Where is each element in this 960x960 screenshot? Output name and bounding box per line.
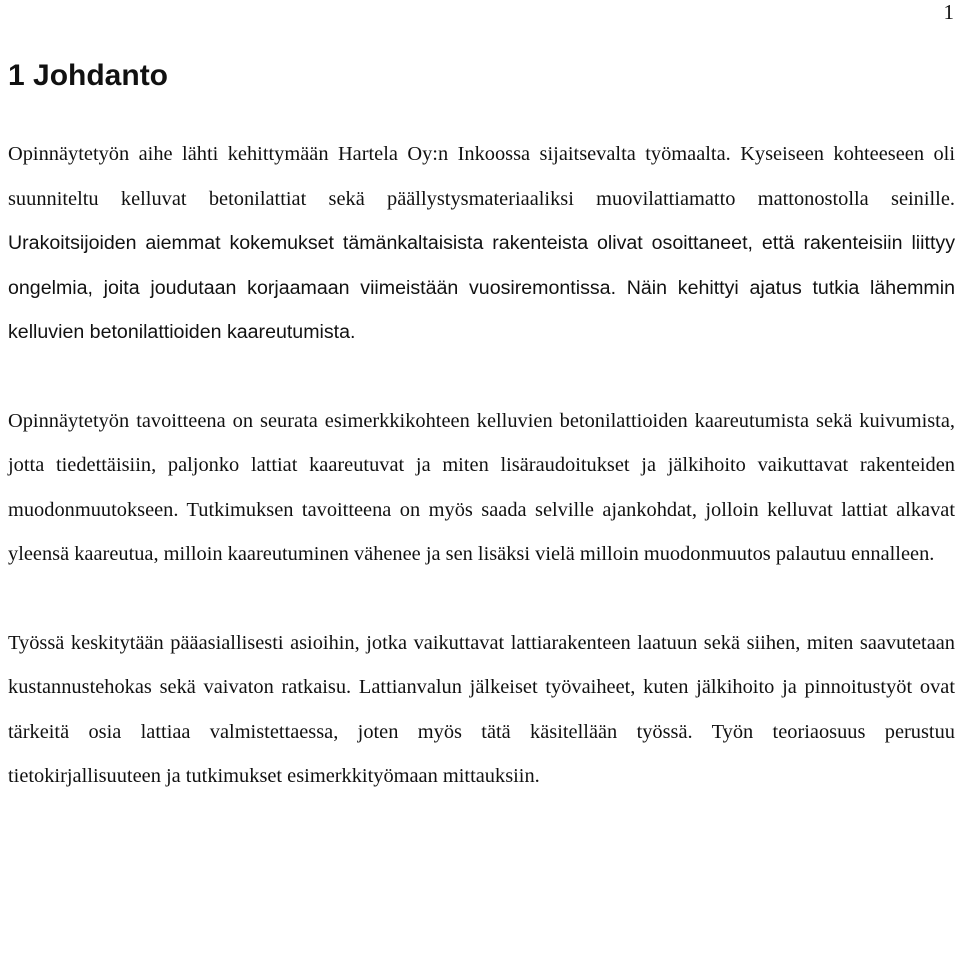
chapter-heading: 1 Johdanto [8,59,169,92]
paragraph-intro-segment-serif: Opinnäytetyön aihe lähti kehittymään Hartela Oy:n Inkoossa sijaitsevalta työmaalta. Kyseiseen kohteeseen oli suunniteltu kelluvat betonilattiat sekä päällystysmateriaaliksi muovilattiamatto mattonostolla seinille. [8,143,955,210]
paragraph-focus-text: Työssä keskitytään pääasiallisesti asioihin, jotka vaikuttavat lattiarakenteen laatuun sekä siihen, miten saavutetaan kustannustehokas sekä vaivaton ratkaisu. Lattianvalun jälkeiset työvaiheet, kuten jälkihoito ja pinnoitustyöt ovat tärkeitä osia lattiaa valmistettaessa, joten myös tätä käsitellään työssä. Työn teoriaosuus perustuu tietokirjallisuuteen ja tutkimukset esimerkkityömaan mittauksiin. [8,631,955,787]
page-number: 1 [943,0,954,24]
paragraph-intro [8,132,955,355]
paragraph-intro-segment-sans: Urakoitsijoiden aiemmat kokemukset tämänkaltaisista rakenteista olivat osoittaneet, että rakenteisiin liittyy ongelmia, joita joudutaan korjaamaan viimeistään vuosiremontissa. Näin kehittyi ajatus tutkia lähemmin kelluvien betonilattioiden kaareutumista. [8,232,955,343]
paragraph-focus [8,621,955,799]
paragraph-goals-text: Opinnäytetyön tavoitteena on seurata esimerkkikohteen kelluvien betonilattioiden kaareutumista sekä kuivumista, jotta tiedettäisiin, paljonko lattiat kaareutuvat ja miten lisäraudoitukset ja jälkihoito vaikuttavat rakenteiden muodonmuutokseen. Tutkimuksen tavoitteena on myös saada selville ajankohdat, jolloin kelluvat lattiat alkavat yleensä kaareutua, milloin kaareutuminen vähenee ja sen lisäksi vielä milloin muodonmuutos palautuu ennalleen. [8,409,955,565]
body-text [8,132,955,843]
paragraph-goals [8,399,955,577]
